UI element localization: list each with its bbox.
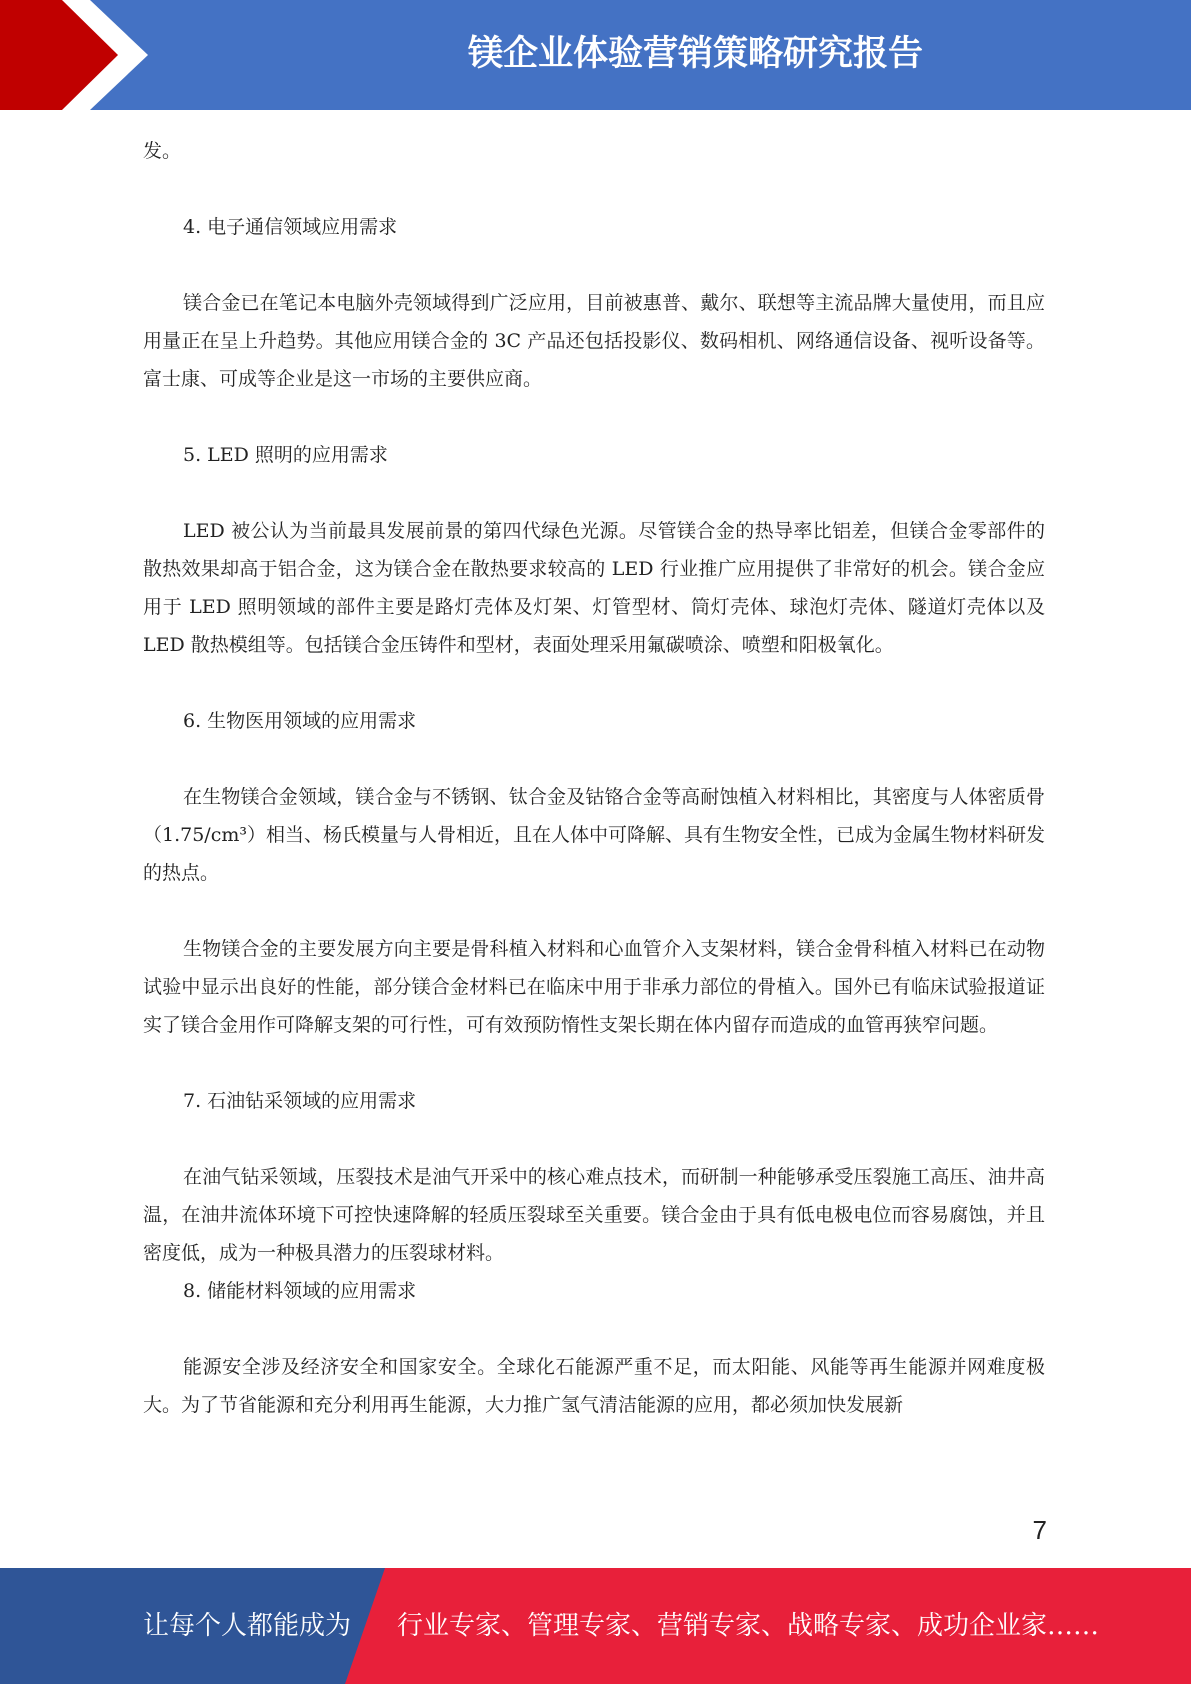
footer-slogan-left: 让每个人都能成为 xyxy=(143,1611,352,1641)
page-number: 7 xyxy=(1032,1515,1047,1545)
paragraph-continuation: 发。 xyxy=(143,140,182,162)
paragraph-bio-1: 在生物镁合金领域，镁合金与不锈钢、钛合金及钴铬合金等高耐蚀植入材料相比，其密度与人体密质骨（1.75/cm³）相当、杨氏模量与人骨相近，且在人体中可降解、具有生物安全性，已成为金属生物材料研发的热点。 xyxy=(143,786,1045,884)
document-body xyxy=(143,132,1045,1424)
section-heading-7: 7. 石油钻采领域的应用需求 xyxy=(183,1090,417,1112)
page-footer xyxy=(0,1568,1191,1684)
report-title: 镁企业体验营销策略研究报告 xyxy=(467,34,923,74)
paragraph-energy: 能源安全涉及经济安全和国家安全。全球化石能源严重不足，而太阳能、风能等再生能源并网难度极大。为了节省能源和充分利用再生能源，大力推广氢气清洁能源的应用，都必须加快发展新 xyxy=(143,1356,1045,1416)
paragraph-led: LED 被公认为当前最具发展前景的第四代绿色光源。尽管镁合金的热导率比铝差，但镁合金零部件的散热效果却高于铝合金，这为镁合金在散热要求较高的 LED 行业推广应用提供了非常好的机会。镁合金应用于 LED 照明领域的部件主要是路灯壳体及灯架、灯管型材、筒灯壳体、球泡灯壳体、隧道灯壳体以及 LED 散热模组等。包括镁合金压铸件和型材，表面处理采用氟碳喷涂、喷塑和阳极氧化。 xyxy=(143,520,1045,656)
section-heading-5: 5. LED 照明的应用需求 xyxy=(183,444,388,466)
paragraph-electronics: 镁合金已在笔记本电脑外壳领域得到广泛应用，目前被惠普、戴尔、联想等主流品牌大量使用，而且应用量正在呈上升趋势。其他应用镁合金的 3C 产品还包括投影仪、数码相机、网络通信设备、视听设备等。富士康、可成等企业是这一市场的主要供应商。 xyxy=(143,292,1045,390)
section-heading-6: 6. 生物医用领域的应用需求 xyxy=(183,710,417,732)
paragraph-bio-2: 生物镁合金的主要发展方向主要是骨科植入材料和心血管介入支架材料，镁合金骨科植入材料已在动物试验中显示出良好的性能，部分镁合金材料已在临床中用于非承力部位的骨植入。国外已有临床试验报道证实了镁合金用作可降解支架的可行性，可有效预防惰性支架长期在体内留存而造成的血管再狭窄问题。 xyxy=(143,938,1045,1036)
paragraph-oil: 在油气钻采领域，压裂技术是油气开采中的核心难点技术，而研制一种能够承受压裂施工高压、油井高温，在油井流体环境下可控快速降解的轻质压裂球至关重要。镁合金由于具有低电极电位而容易腐蚀，并且密度低，成为一种极具潜力的压裂球材料。 xyxy=(143,1166,1045,1264)
page-header xyxy=(0,0,1191,110)
header-arrow-decoration xyxy=(0,0,160,110)
section-heading-4: 4. 电子通信领域应用需求 xyxy=(183,216,398,238)
footer-slogan-right: 行业专家、管理专家、营销专家、战略专家、成功企业家…… xyxy=(397,1611,1100,1641)
section-heading-8: 8. 储能材料领域的应用需求 xyxy=(183,1280,417,1302)
